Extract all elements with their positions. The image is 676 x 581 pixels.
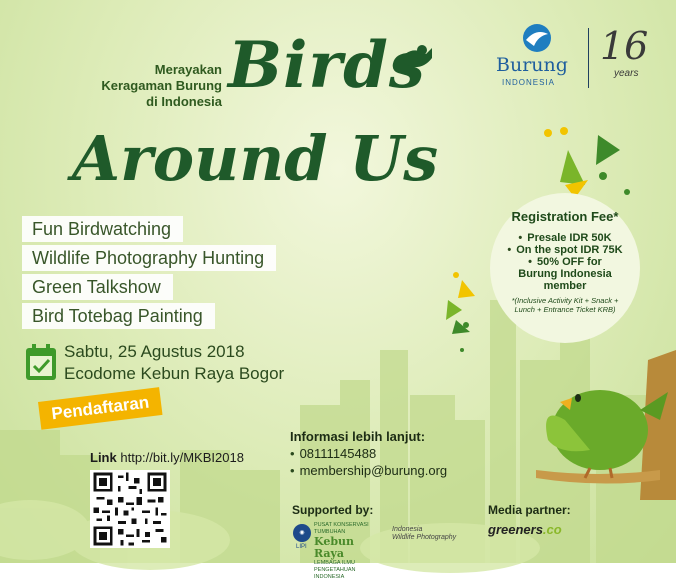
registration-link[interactable] (90, 450, 244, 465)
registration-item: • On the spot IDR 75K (490, 244, 640, 256)
activity-item: Wildlife Photography Hunting (22, 245, 276, 271)
media-partner-label: Media partner: (488, 503, 571, 517)
tagline-line-3: di Indonesia (146, 94, 222, 109)
contact-phone[interactable]: • 08111145488 (290, 445, 447, 462)
registration-fee-circle (490, 193, 640, 343)
whi-line-1: Indonesia (392, 526, 423, 533)
supported-by-label: Supported by: (292, 503, 374, 517)
event-date: Sabtu, 25 Agustus 2018 (64, 342, 245, 361)
registration-title: Registration Fee* (511, 209, 619, 224)
logo-subtitle: INDONESIA (502, 78, 556, 87)
wildlife-photography-logo (392, 526, 456, 542)
deco-triangle (560, 150, 585, 185)
logo-divider (588, 28, 589, 88)
activity-item: Fun Birdwatching (22, 216, 183, 242)
bird-logo-icon (522, 22, 552, 54)
burung-indonesia-logo (496, 20, 656, 92)
anniversary-label: years (614, 68, 639, 79)
activity-item: Green Talkshow (22, 274, 173, 300)
contact-info (290, 428, 447, 479)
kebun-raya-logo (314, 522, 386, 581)
lipi-logo: ◉ (293, 524, 311, 542)
title-birds: Birds (228, 28, 426, 103)
calendar-check-icon (24, 342, 58, 382)
registration-item: • 50% OFF for (490, 256, 640, 268)
link-label: Link (90, 450, 117, 465)
whi-line-2: Wildlife Photography (392, 534, 457, 541)
link-url[interactable]: http://bit.ly/MKBI2018 (120, 450, 244, 465)
event-details (64, 341, 284, 385)
tagline-line-2: Keragaman Burung (101, 78, 222, 93)
title-around-us: Around Us (72, 122, 439, 195)
lipi-label: LIPI (296, 544, 307, 550)
contact-title: Informasi lebih lanjut: (290, 429, 426, 444)
kebun-raya-sub: LEMBAGA ILMU PENGETAHUAN INDONESIA (314, 560, 356, 580)
kebun-raya-small: PUSAT KONSERVASI TUMBUHAN (314, 522, 369, 535)
greeners-logo (488, 522, 562, 537)
pendaftaran-badge: Pendaftaran (38, 387, 163, 430)
anniversary-number: 16 (600, 24, 649, 68)
logo-brand: Burung (496, 54, 568, 76)
kebun-raya-name: Kebun Raya (314, 535, 355, 560)
tagline-line-1: Merayakan (154, 62, 222, 77)
registration-item: • Presale IDR 50K (490, 232, 640, 244)
greeners-suffix: .co (542, 522, 562, 537)
greeners-main: greeners (488, 522, 543, 537)
contact-email[interactable]: • membership@burung.org (290, 462, 447, 479)
qr-code[interactable] (90, 470, 170, 548)
registration-item: member (543, 280, 587, 292)
registration-note: *(Inclusive Activity Kit + Snack + Lunch + Entrance Ticket KRB) (511, 296, 619, 314)
tagline (92, 62, 222, 110)
activity-item: Bird Totebag Painting (22, 303, 215, 329)
registration-item: Burung Indonesia (518, 268, 612, 280)
event-venue: Ecodome Kebun Raya Bogor (64, 364, 285, 383)
